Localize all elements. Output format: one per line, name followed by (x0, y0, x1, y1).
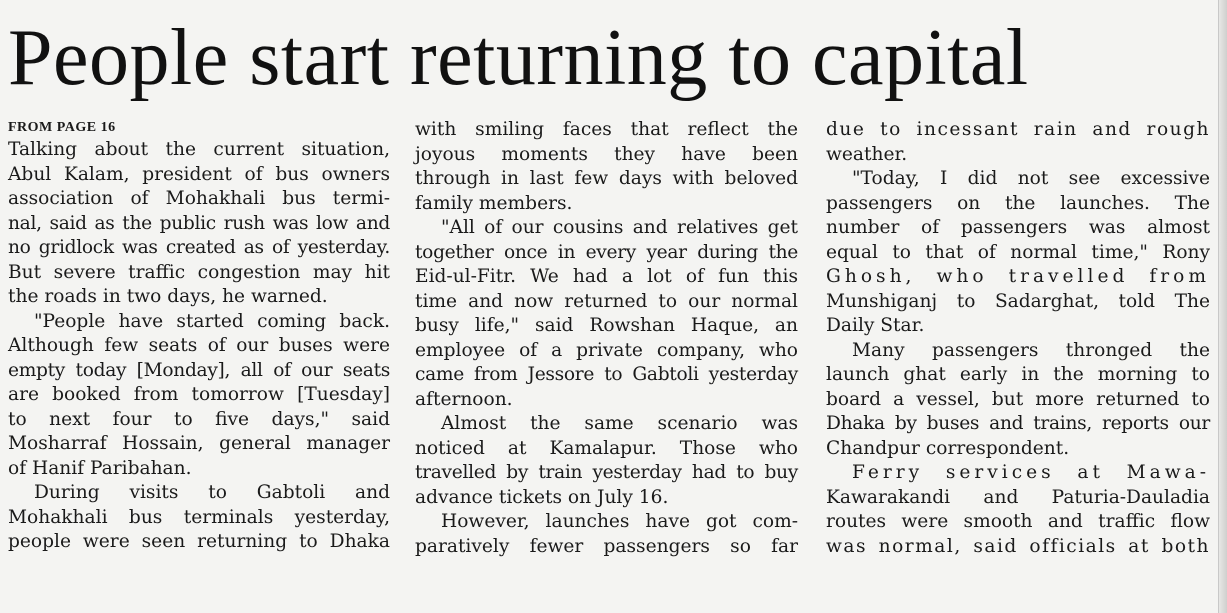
text-line: family members. (415, 192, 573, 214)
text-line: Munshiganj to Sadarghat, told The (826, 290, 1210, 312)
text-line: no gridlock was created as of yesterday. (8, 237, 390, 258)
text-line: equal to that of normal time," Rony (826, 241, 1210, 263)
text-line: Daily Star. (826, 315, 925, 336)
text-line: Ghosh, who travelled from (826, 266, 1210, 287)
text-line: Eid-ul-Fitr. We had a lot of fun this (415, 266, 798, 287)
text-line: "People have started coming back. (34, 310, 390, 332)
text-line: was normal, said officials at both (826, 535, 1210, 557)
text-line: nal, said as the public rush was low and (8, 212, 390, 234)
text-line: routes were smooth and traffic flow (826, 511, 1210, 532)
text-line: Ferry services at Mawa- (852, 462, 1210, 483)
text-line: are booked from tomorrow [Tuesday] (8, 384, 390, 405)
text-line: of Hanif Paribahan. (8, 457, 192, 479)
text-line: Talking about the current situation, (8, 139, 390, 160)
text-line: empty today [Monday], all of our seats (8, 359, 390, 381)
text-line: Mohakhali bus terminals yesterday, (8, 506, 390, 528)
text-line: due to incessant rain and rough (826, 119, 1210, 140)
text-line: people were seen returning to Dhaka (8, 531, 390, 552)
headline: People start returning to capital (8, 14, 1029, 102)
column-1 (8, 118, 390, 555)
text-line: busy life," said Rowshan Haque, an (415, 315, 798, 336)
text-line: Almost the same scenario was (441, 413, 798, 434)
text-line: number of passengers was almost (826, 217, 1210, 238)
text-line: passengers on the launches. The (826, 192, 1210, 214)
text-line: the roads in two days, he warned. (8, 286, 328, 307)
text-line: paratively fewer passengers so far (415, 535, 798, 557)
text-line: Although few seats of our buses were (8, 335, 390, 356)
text-line: employee of a private company, who (415, 339, 798, 361)
text-line: noticed at Kamalapur. Those who (415, 437, 798, 459)
text-line: association of Mohakhali bus termi- (8, 188, 390, 209)
text-line: advance tickets on July 16. (415, 486, 669, 508)
text-line: Dhaka by buses and trains, reports our (826, 413, 1210, 434)
text-line: board a vessel, but more returned to (826, 388, 1210, 410)
article-body (0, 118, 1227, 613)
continuation-kicker: FROM PAGE 16 (8, 120, 116, 135)
text-line: "Today, I did not see excessive (852, 168, 1210, 189)
text-line: travelled by train yesterday had to buy (415, 462, 798, 483)
text-line: During visits to Gabtoli and (34, 482, 390, 503)
text-line: Chandpur correspondent. (826, 437, 1070, 459)
column-2 (415, 118, 798, 559)
text-line: Kawarakandi and Paturia-Dauladia (826, 486, 1210, 508)
text-line: came from Jessore to Gabtoli yesterday (415, 364, 798, 385)
text-line: launch ghat early in the morning to (826, 364, 1210, 385)
text-line: But severe traffic congestion may hit (8, 261, 390, 283)
text-line: to next four to five days," said (8, 408, 390, 430)
text-line: Mosharraf Hossain, general manager (8, 433, 390, 454)
text-line: through in last few days with beloved (415, 168, 798, 189)
text-line: Abul Kalam, president of bus owners (8, 163, 390, 185)
text-line: together once in every year during the (415, 241, 798, 263)
text-line: Many passengers thronged the (852, 339, 1210, 361)
text-line: weather. (826, 143, 908, 165)
column-3 (826, 118, 1210, 559)
text-line: afternoon. (415, 388, 513, 410)
text-line: joyous moments they have been (415, 143, 798, 165)
text-line: time and now returned to our normal (415, 290, 798, 312)
text-line: However, launches have got com- (441, 511, 798, 532)
text-line: "All of our cousins and relatives get (441, 217, 798, 238)
text-line: with smiling faces that reflect the (415, 119, 798, 140)
